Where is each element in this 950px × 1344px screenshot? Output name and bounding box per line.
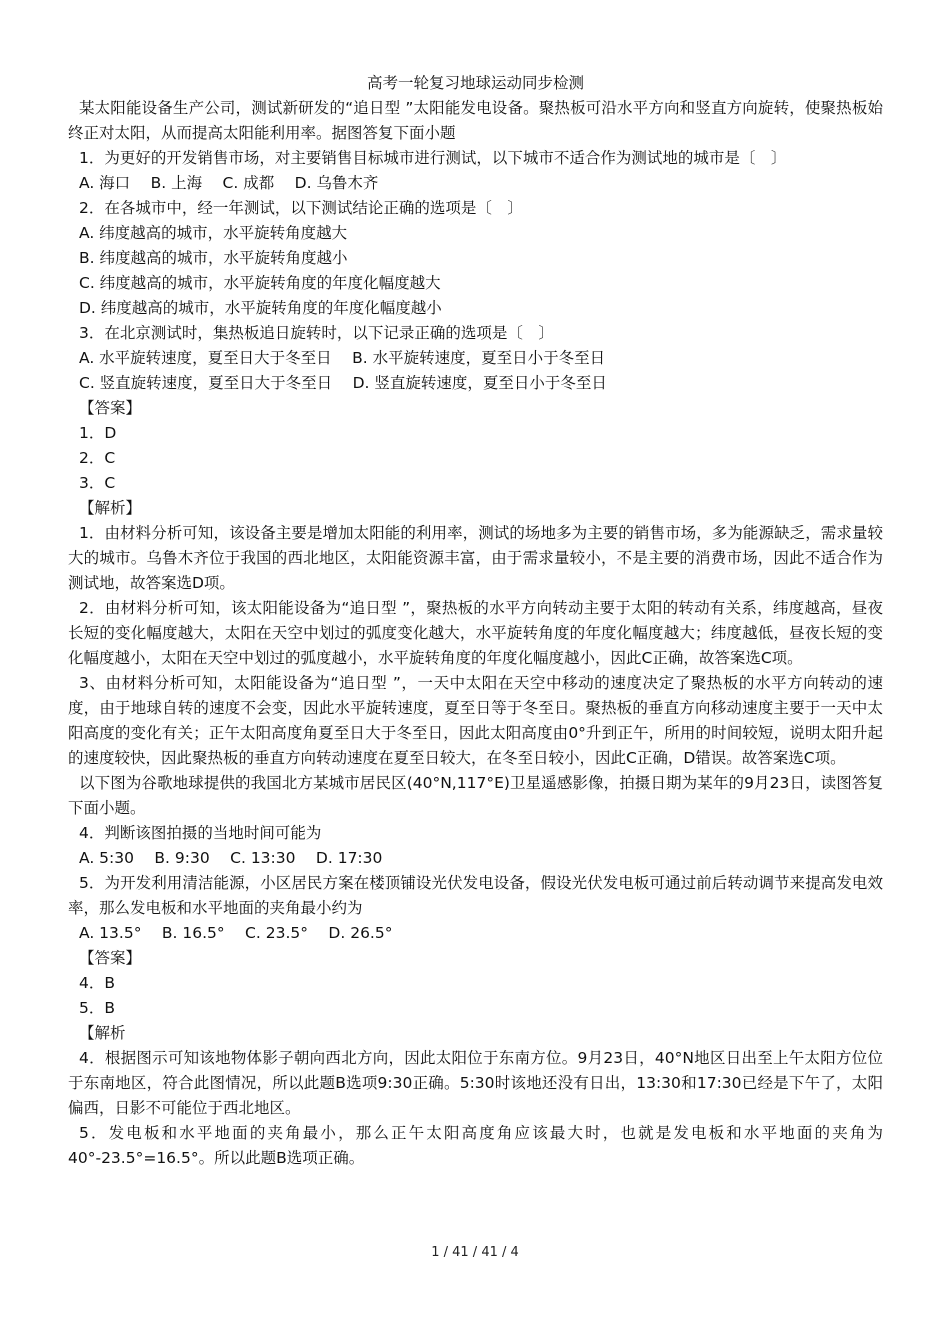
q4-stem: 4．判断该图拍摄的当地时间可能为 (79, 824, 322, 842)
analysis-3: 3、由材料分析可知，太阳能设备为“追日型 ”，一天中太阳在天空中移动的速度决定了聚热板的水平方向转动的速度，由于地球自转的速度不会变，因此水平旋转速度，夏至日等于冬至日。聚热板的垂直方向移动速度主要于一天中太阳高度的变化有关；正午太阳高度角夏至日大于冬至日，因此太阳高度由0°升到正午，所用的时间较短，说明太阳升起的速度较快，因此聚热板的垂直方向转动速度在夏至日较大，在冬至日较小，因此C正确，D错误。故答案选C项。 (68, 674, 883, 767)
answer-2: 2．C (79, 449, 116, 467)
answer-heading-1: 【答案】 (79, 399, 142, 417)
section2-intro: 以下图为谷歌地球提供的我国北方某城市居民区(40°N,117°E)卫星遥感影像，拍摄日期为某年的9月23日，读图答复下面小题。 (68, 774, 883, 817)
q2-option-c: C. 纬度越高的城市，水平旋转角度的年度化幅度越大 (79, 274, 441, 292)
q2-option-a: A. 纬度越高的城市，水平旋转角度越大 (79, 224, 348, 242)
q5-stem: 5．为开发利用清洁能源，小区居民方案在楼顶铺设光伏发电设备，假设光伏发电板可通过前后转动调节来提高发电效率，那么发电板和水平地面的夹角最小约为 (68, 874, 883, 917)
document-page (68, 72, 883, 1171)
q3-options-cd: C. 竖直旋转速度，夏至日大于冬至日 D. 竖直旋转速度，夏至日小于冬至日 (79, 374, 607, 392)
analysis-heading-1: 【解析】 (79, 499, 142, 517)
analysis-heading-2: 【解析 (79, 1024, 126, 1042)
q2-stem: 2．在各城市中，经一年测试，以下测试结论正确的选项是〔 〕 (79, 199, 523, 217)
analysis-4: 4．根据图示可知该地物体影子朝向西北方向，因此太阳位于东南方位。9月23日，40°N地区日出至上午太阳方位位于东南地区，符合此图情况，所以此题B选项9:30正确。5:30时该地还没有日出，13:30和17:30已经是下午了，太阳偏西，日影不可能位于西北地区。 (68, 1049, 883, 1117)
answer-3: 3．C (79, 474, 116, 492)
analysis-2: 2．由材料分析可知，该太阳能设备为“追日型 ”，聚热板的水平方向转动主要于太阳的转动有关系，纬度越高，昼夜长短的变化幅度越大，太阳在天空中划过的弧度变化越大，水平旋转角度的年度化幅度越大；纬度越低，昼夜长短的变化幅度越小，太阳在天空中划过的弧度越小，水平旋转角度的年度化幅度越小，因此C正确，故答案选C项。 (68, 599, 883, 667)
q1-options: A. 海口 B. 上海 C. 成都 D. 乌鲁木齐 (79, 174, 379, 192)
answer-4: 4．B (79, 974, 115, 992)
q3-options-ab: A. 水平旋转速度，夏至日大于冬至日 B. 水平旋转速度，夏至日小于冬至日 (79, 349, 606, 367)
q4-options: A. 5:30 B. 9:30 C. 13:30 D. 17:30 (79, 849, 383, 867)
q5-options: A. 13.5° B. 16.5° C. 23.5° D. 26.5° (79, 924, 393, 942)
document-title: 高考一轮复习地球运动同步检测 (366, 74, 584, 92)
q2-option-d: D. 纬度越高的城市，水平旋转角度的年度化幅度越小 (79, 299, 442, 317)
analysis-5: 5．发电板和水平地面的夹角最小，那么正午太阳高度角应该最大时，也就是发电板和水平地面的夹角为40°-23.5°=16.5°。所以此题B选项正确。 (68, 1124, 883, 1167)
section1-intro: 某太阳能设备生产公司，测试新研发的“追日型 ”太阳能发电设备。聚热板可沿水平方向和竖直方向旋转，使聚热板始终正对太阳，从而提高太阳能利用率。据图答复下面小题 (68, 99, 883, 142)
answer-1: 1．D (79, 424, 117, 442)
answer-5: 5．B (79, 999, 115, 1017)
answer-heading-2: 【答案】 (79, 949, 142, 967)
analysis-1: 1．由材料分析可知，该设备主要是增加太阳能的利用率，测试的场地多为主要的销售市场，多为能源缺乏，需求量较大的城市。乌鲁木齐位于我国的西北地区，太阳能资源丰富，由于需求量较小，不是主要的消费市场，因此不适合作为测试地，故答案选D项。 (68, 524, 883, 592)
page-footer: 1 / 41 / 41 / 4 (431, 1245, 519, 1260)
q2-option-b: B. 纬度越高的城市，水平旋转角度越小 (79, 249, 348, 267)
q3-stem: 3．在北京测试时，集热板追日旋转时，以下记录正确的选项是〔 〕 (79, 324, 554, 342)
q1-stem: 1．为更好的开发销售市场，对主要销售目标城市进行测试，以下城市不适合作为测试地的城市是〔 〕 (79, 149, 787, 167)
